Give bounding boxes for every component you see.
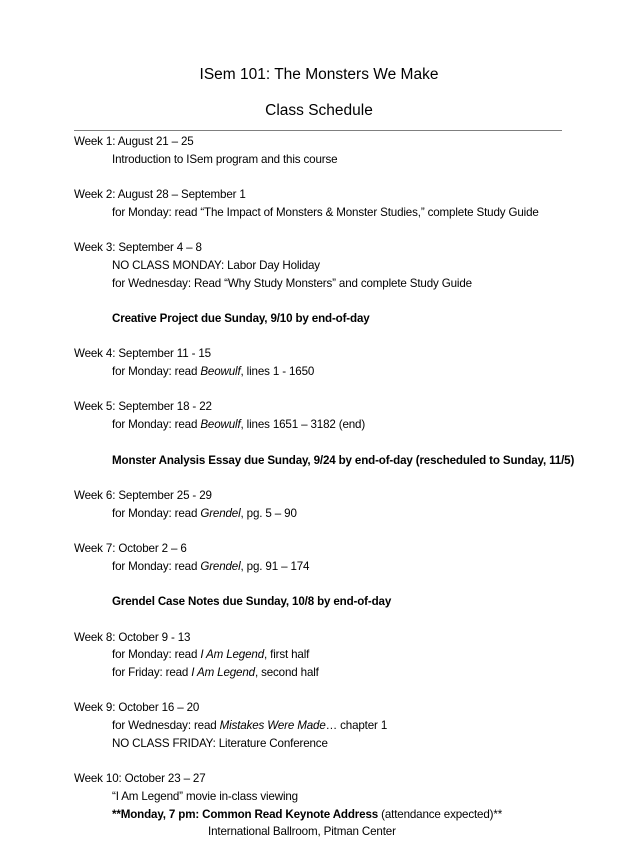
assignment-due-notice bbox=[74, 310, 594, 328]
document-title: ISem 101: The Monsters We Make bbox=[199, 66, 439, 83]
book-title: Grendel bbox=[200, 559, 241, 573]
title-divider bbox=[74, 130, 562, 131]
keynote-notice bbox=[74, 806, 594, 824]
due-text: Monster Analysis Essay due Sunday, 9/24 by end-of-day (rescheduled to Sunday, 11/5) bbox=[112, 453, 575, 467]
week-item: “I Am Legend” movie in-class viewing bbox=[112, 789, 298, 803]
week-item bbox=[74, 416, 594, 434]
week-item: NO CLASS FRIDAY: Literature Conference bbox=[112, 736, 328, 750]
week-heading: Week 9: October 16 – 20 bbox=[74, 701, 200, 715]
week-item: NO CLASS MONDAY: Labor Day Holiday bbox=[112, 258, 320, 272]
week-item bbox=[74, 664, 594, 682]
keynote-location: International Ballroom, Pitman Center bbox=[208, 825, 396, 839]
assignment-due-notice bbox=[74, 593, 594, 611]
book-title: Mistakes Were Made bbox=[219, 719, 326, 733]
week-4 bbox=[74, 345, 594, 380]
item-text: for Monday: read bbox=[112, 506, 201, 520]
book-title: Beowulf bbox=[200, 418, 241, 432]
week-6 bbox=[74, 487, 594, 522]
week-item bbox=[74, 646, 594, 664]
item-text: for Monday: read bbox=[112, 365, 201, 379]
week-heading: Week 7: October 2 – 6 bbox=[74, 542, 187, 556]
item-text: , first half bbox=[264, 648, 310, 662]
week-heading: Week 8: October 9 - 13 bbox=[74, 630, 191, 644]
item-text: , pg. 91 – 174 bbox=[240, 559, 310, 573]
week-heading: Week 4: September 11 - 15 bbox=[74, 347, 211, 361]
week-heading: Week 2: August 28 – September 1 bbox=[74, 188, 246, 202]
document-subtitle: Class Schedule bbox=[265, 102, 373, 119]
week-item: for Monday: read “The Impact of Monsters & Monster Studies,” complete Study Guide bbox=[112, 205, 539, 219]
item-text: for Wednesday: read bbox=[112, 719, 220, 733]
book-title: Grendel bbox=[200, 506, 241, 520]
item-text: for Monday: read bbox=[112, 418, 201, 432]
week-item bbox=[74, 717, 594, 735]
attendance-note: (attendance expected)** bbox=[378, 807, 503, 821]
week-2 bbox=[74, 186, 594, 221]
week-item: for Wednesday: Read “Why Study Monsters” and complete Study Guide bbox=[112, 276, 472, 290]
week-heading: Week 3: September 4 – 8 bbox=[74, 241, 202, 255]
week-item bbox=[74, 363, 594, 381]
week-heading: Week 10: October 23 – 27 bbox=[74, 772, 206, 786]
item-text: for Monday: read bbox=[112, 648, 201, 662]
week-3 bbox=[74, 239, 594, 328]
week-item bbox=[74, 505, 594, 523]
book-title: I Am Legend bbox=[191, 665, 255, 679]
item-text: … chapter 1 bbox=[325, 719, 388, 733]
week-9 bbox=[74, 699, 594, 752]
due-text: Grendel Case Notes due Sunday, 10/8 by end-of-day bbox=[112, 595, 392, 609]
week-10 bbox=[74, 770, 594, 841]
item-text: , lines 1651 – 3182 (end) bbox=[240, 418, 366, 432]
week-7 bbox=[74, 540, 594, 611]
week-5 bbox=[74, 398, 594, 469]
week-heading: Week 1: August 21 – 25 bbox=[74, 135, 194, 148]
due-text: Creative Project due Sunday, 9/10 by end-of-day bbox=[112, 311, 370, 325]
week-item bbox=[74, 558, 594, 576]
week-heading: Week 6: September 25 - 29 bbox=[74, 488, 212, 502]
week-1 bbox=[74, 133, 594, 168]
book-title: Beowulf bbox=[200, 365, 241, 379]
week-8 bbox=[74, 629, 594, 682]
week-heading: Week 5: September 18 - 22 bbox=[74, 400, 212, 414]
item-text: , lines 1 - 1650 bbox=[240, 365, 315, 379]
item-text: , pg. 5 – 90 bbox=[240, 506, 297, 520]
keynote-text: **Monday, 7 pm: Common Read Keynote Address bbox=[112, 807, 379, 821]
assignment-due-notice bbox=[74, 452, 594, 470]
item-text: for Friday: read bbox=[112, 665, 192, 679]
class-schedule bbox=[74, 133, 594, 859]
book-title: I Am Legend bbox=[200, 648, 264, 662]
week-item: Introduction to ISem program and this course bbox=[112, 152, 338, 166]
item-text: , second half bbox=[254, 665, 319, 679]
item-text: for Monday: read bbox=[112, 559, 201, 573]
